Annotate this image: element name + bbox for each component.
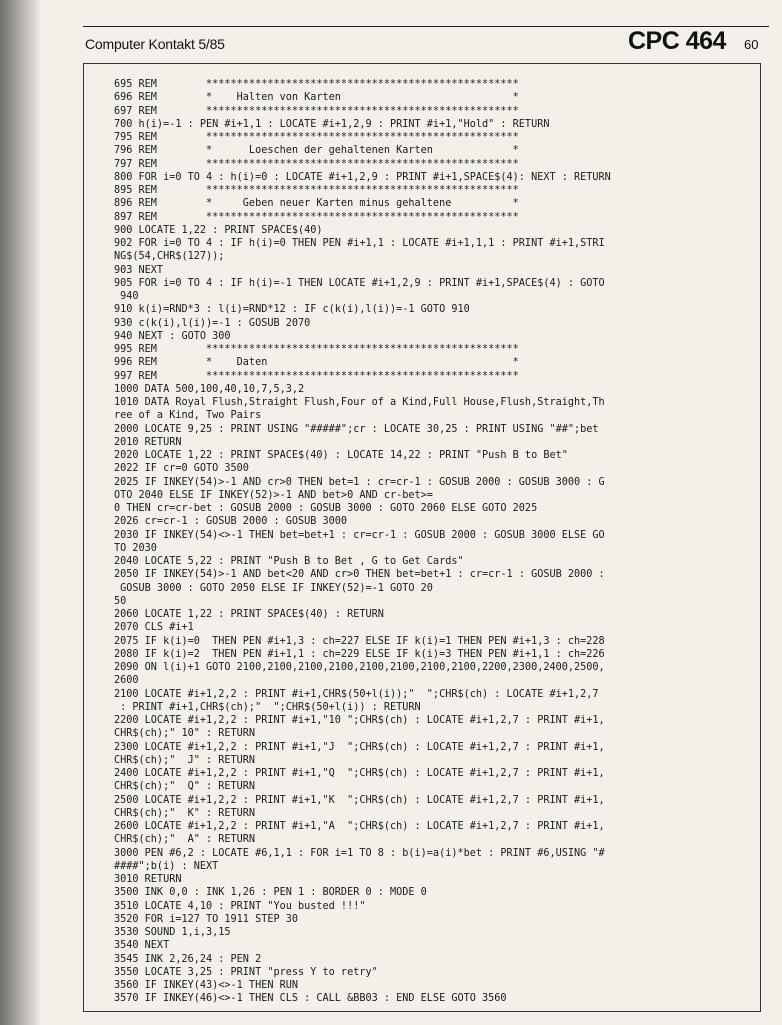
magazine-title: Computer Kontakt 5/85 xyxy=(85,36,225,52)
code-line: 2040 LOCATE 5,22 : PRINT "Push B to Bet , G to Get Cards" xyxy=(114,556,464,567)
code-line: 2000 LOCATE 9,25 : PRINT USING "#####";cr : LOCATE 30,25 : PRINT USING "##";bet xyxy=(114,423,599,435)
code-line: 897 REM *************************************************** xyxy=(114,211,519,223)
page-binding-shadow xyxy=(0,0,42,1025)
code-line: 0 THEN cr=cr-bet : GOSUB 2000 : GOSUB 3000 : GOTO 2060 ELSE GOTO 2025 xyxy=(114,503,538,514)
code-line: 3520 FOR i=127 TO 1911 STEP 30 xyxy=(114,913,299,925)
code-line: 2025 IF INKEY(54)>-1 AND cr>0 THEN bet=1 : cr=cr-1 : GOSUB 2000 : GOSUB 3000 : G xyxy=(114,476,605,488)
code-line: 910 k(i)=RND*3 : l(i)=RND*12 : IF c(k(i),l(i))=-1 GOTO 910 xyxy=(114,304,470,316)
code-line: 2030 IF INKEY(54)<>-1 THEN bet=bet+1 : cr=cr-1 : GOSUB 2000 : GOSUB 3000 ELSE GO xyxy=(114,529,605,541)
code-line: 2200 LOCATE #i+1,2,2 : PRINT #i+1,"10 ";CHR$(ch) : LOCATE #i+1,2,7 : PRINT #i+1, xyxy=(114,715,605,726)
code-line: GOSUB 3000 : GOTO 2050 ELSE IF INKEY(52)=-1 GOTO 20 xyxy=(114,582,433,594)
code-line: 2100 LOCATE #i+1,2,2 : PRINT #i+1,CHR$(50+l(i));" ";CHR$(ch) : LOCATE #i+1,2,7 xyxy=(114,688,599,700)
code-line: 696 REM * Halten von Karten * xyxy=(114,92,519,104)
code-line: CHR$(ch);" J" : RETURN xyxy=(114,754,256,766)
code-line: 795 REM *************************************************** xyxy=(114,132,519,143)
code-line: ree of a Kind, Two Pairs xyxy=(114,410,262,422)
code-line: 3500 INK 0,0 : INK 1,26 : PEN 1 : BORDER 0 : MODE 0 xyxy=(114,887,427,899)
code-line: 797 REM *************************************************** xyxy=(114,158,519,170)
code-line: 996 REM * Daten * xyxy=(114,357,519,369)
code-line: 900 LOCATE 1,22 : PRINT SPACE$(40) xyxy=(114,224,323,236)
code-line: 1010 DATA Royal Flush,Straight Flush,Four of a Kind,Full House,Flush,Straight,Th xyxy=(114,397,605,408)
section-brand: CPC 464 xyxy=(628,27,726,55)
code-line: 2026 cr=cr-1 : GOSUB 2000 : GOSUB 3000 xyxy=(114,516,348,528)
code-line: 997 REM *************************************************** xyxy=(114,370,519,382)
page-number: 60 xyxy=(744,37,759,52)
code-line: : PRINT #i+1,CHR$(ch);" ";CHR$(50+l(i)) : RETURN xyxy=(114,701,421,713)
code-line: 1000 DATA 500,100,40,10,7,5,3,2 xyxy=(114,383,305,395)
code-line: 2022 IF cr=0 GOTO 3500 xyxy=(114,463,249,475)
code-line: CHR$(ch);" Q" : RETURN xyxy=(114,781,256,793)
code-line: 3545 INK 2,26,24 : PEN 2 xyxy=(114,953,262,965)
code-line: 2080 IF k(i)=2 THEN PEN #i+1,1 : ch=229 ELSE IF k(i)=3 THEN PEN #i+1,1 : ch=226 xyxy=(114,648,605,660)
program-listing xyxy=(114,78,754,1006)
code-line: 895 REM *************************************************** xyxy=(114,185,519,196)
code-line: OTO 2040 ELSE IF INKEY(52)>-1 AND bet>0 AND cr-bet>= xyxy=(114,489,433,501)
code-line: NG$(54,CHR$(127)); xyxy=(114,251,225,263)
code-line: 3550 LOCATE 3,25 : PRINT "press Y to retry" xyxy=(114,966,378,978)
code-line: 995 REM *************************************************** xyxy=(114,344,519,355)
code-line: 2075 IF k(i)=0 THEN PEN #i+1,3 : ch=227 ELSE IF k(i)=1 THEN PEN #i+1,3 : ch=228 xyxy=(114,635,605,647)
code-line: 930 c(k(i),l(i))=-1 : GOSUB 2070 xyxy=(114,317,311,329)
code-line: 2600 xyxy=(114,675,139,687)
code-line: 940 NEXT : GOTO 300 xyxy=(114,330,231,342)
code-line: 697 REM *************************************************** xyxy=(114,105,519,117)
code-line: 3510 LOCATE 4,10 : PRINT "You busted !!!" xyxy=(114,900,366,912)
code-line: 700 h(i)=-1 : PEN #i+1,1 : LOCATE #i+1,2,9 : PRINT #i+1,"Hold" : RETURN xyxy=(114,118,550,130)
code-line: 695 REM *************************************************** xyxy=(114,79,519,90)
code-line: 3010 RETURN xyxy=(114,874,182,885)
code-line: 902 FOR i=0 TO 4 : IF h(i)=0 THEN PEN #i+1,1 : LOCATE #i+1,1,1 : PRINT #i+1,STRI xyxy=(114,238,605,249)
code-line: 2500 LOCATE #i+1,2,2 : PRINT #i+1,"K ";CHR$(ch) : LOCATE #i+1,2,7 : PRINT #i+1, xyxy=(114,794,605,806)
code-line: 903 NEXT xyxy=(114,264,164,276)
code-line: 2010 RETURN xyxy=(114,436,182,448)
code-line: 2020 LOCATE 1,22 : PRINT SPACE$(40) : LOCATE 14,22 : PRINT "Push B to Bet" xyxy=(114,450,568,461)
code-line: 896 REM * Geben neuer Karten minus gehaltene * xyxy=(114,198,519,210)
code-line: 2400 LOCATE #i+1,2,2 : PRINT #i+1,"Q ";CHR$(ch) : LOCATE #i+1,2,7 : PRINT #i+1, xyxy=(114,768,605,779)
code-line: ####";b(i) : NEXT xyxy=(114,860,219,872)
code-line: 3000 PEN #6,2 : LOCATE #6,1,1 : FOR i=1 TO 8 : b(i)=a(i)*bet : PRINT #6,USING "# xyxy=(114,847,605,859)
code-line: 800 FOR i=0 TO 4 : h(i)=0 : LOCATE #i+1,2,9 : PRINT #i+1,SPACE$(4): NEXT : RETURN xyxy=(114,171,611,183)
code-line: 3570 IF INKEY(46)<>-1 THEN CLS : CALL &BB03 : END ELSE GOTO 3560 xyxy=(114,993,507,1005)
code-line: 2050 IF INKEY(54)>-1 AND bet<20 AND cr>0 THEN bet=bet+1 : cr=cr-1 : GOSUB 2000 : xyxy=(114,569,605,581)
code-line: 3560 IF INKEY(43)<>-1 THEN RUN xyxy=(114,980,299,991)
code-line: CHR$(ch);" 10" : RETURN xyxy=(114,728,256,740)
code-line: 940 xyxy=(114,291,139,302)
code-line: 2600 LOCATE #i+1,2,2 : PRINT #i+1,"A ";CHR$(ch) : LOCATE #i+1,2,7 : PRINT #i+1, xyxy=(114,821,605,832)
code-line: 2300 LOCATE #i+1,2,2 : PRINT #i+1,"J ";CHR$(ch) : LOCATE #i+1,2,7 : PRINT #i+1, xyxy=(114,741,605,753)
code-line: 2070 CLS #i+1 xyxy=(114,622,194,634)
code-line: 796 REM * Loeschen der gehaltenen Karten * xyxy=(114,145,519,157)
code-line: 905 FOR i=0 TO 4 : IF h(i)=-1 THEN LOCATE #i+1,2,9 : PRINT #i+1,SPACE$(4) : GOTO xyxy=(114,277,605,289)
code-line: TO 2030 xyxy=(114,542,157,554)
code-line: 50 xyxy=(114,595,127,607)
code-line: 2060 LOCATE 1,22 : PRINT SPACE$(40) : RETURN xyxy=(114,609,384,620)
code-line: CHR$(ch);" A" : RETURN xyxy=(114,834,256,846)
code-line: 3530 SOUND 1,i,3,15 xyxy=(114,927,231,938)
code-line: CHR$(ch);" K" : RETURN xyxy=(114,807,256,819)
code-line: 2090 ON l(i)+1 GOTO 2100,2100,2100,2100,2100,2100,2100,2100,2200,2300,2400,2500, xyxy=(114,662,605,673)
code-line: 3540 NEXT xyxy=(114,940,170,952)
